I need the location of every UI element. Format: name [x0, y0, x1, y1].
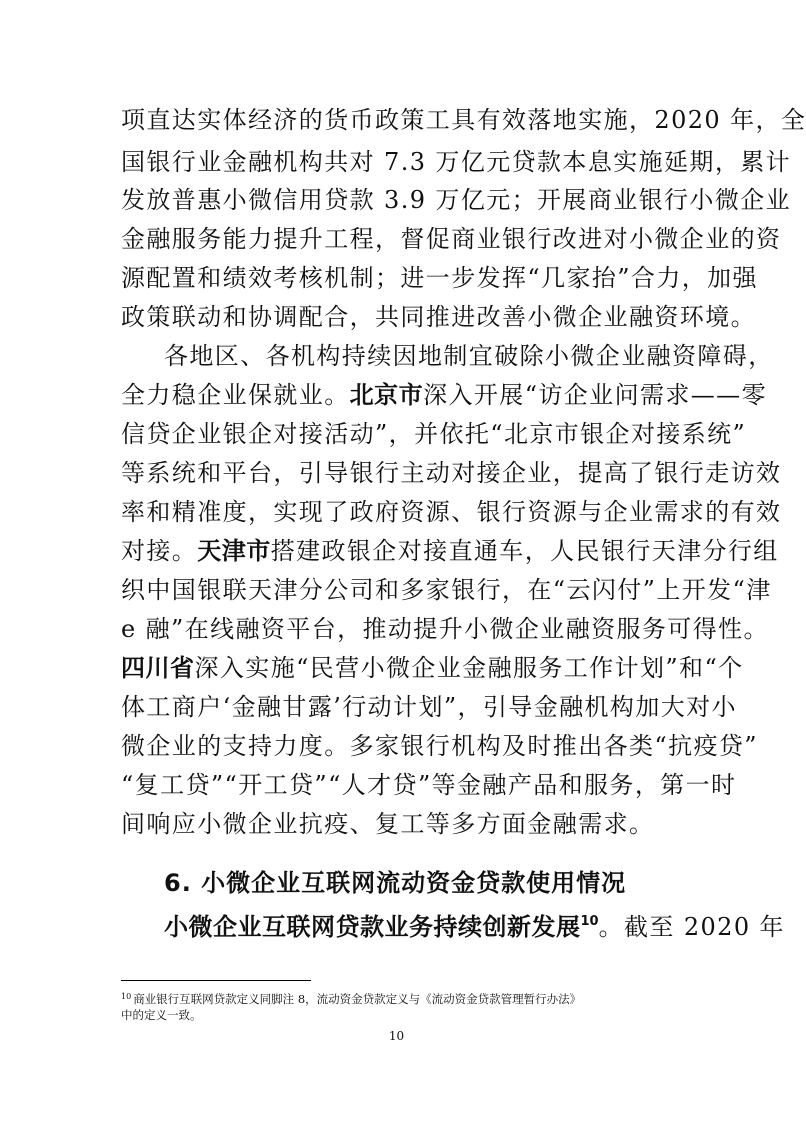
body-text-line: 政策联动和协调配合，共同推进改善小微企业融资环境。 [121, 303, 756, 331]
footnote-separator [121, 980, 311, 981]
lead-rest-text: 。截至 2020 年 [598, 913, 785, 941]
body-text-line: “复工贷”“开工贷”“人才贷”等金融产品和服务，第一时 [121, 771, 737, 799]
region-sichuan: 四川省 [121, 654, 195, 682]
body-text-line: 国银行业金融机构共对 7.3 万亿元贷款本息实施延期，累计 [121, 148, 792, 176]
text-run: 深入开展“访企业问需求——零 [423, 381, 767, 409]
region-beijing: 北京市 [349, 381, 424, 409]
footnote-line: 中的定义一致。 [121, 1008, 202, 1022]
page-number: 10 [388, 1029, 405, 1043]
body-text-line [121, 375, 767, 415]
footnote-marker: 10 [121, 992, 132, 1001]
text-run: 对接。 [121, 537, 198, 565]
footnote-reference: 10 [580, 914, 599, 929]
body-text-line: 体工商户‘金融甘露’行动计划”，引导金融机构加大对小 [121, 693, 737, 721]
body-text-line: 间响应小微企业抗疫、复工等多方面金融需求。 [121, 810, 655, 838]
body-text-line: 信贷企业银企对接活动”，并依托“北京市银企对接系统” [121, 420, 747, 448]
section-lead-line [164, 902, 785, 942]
text-run: 全力稳企业保就业。 [121, 381, 350, 409]
region-tianjin: 天津市 [197, 537, 271, 565]
body-text-line: 率和精准度，实现了政府资源、银行资源与企业需求的有效 [121, 498, 782, 526]
body-text-line: 各地区、各机构持续因地制宜破除小微企业融资障碍， [164, 342, 774, 370]
footnote-line [121, 988, 681, 1008]
lead-bold-text: 小微企业互联网贷款业务持续创新发展 [164, 913, 581, 941]
body-text-line: 项直达实体经济的货币政策工具有效落地实施，2020 年，全 [121, 106, 806, 134]
section-heading: 6. 小微企业互联网流动资金贷款使用情况 [164, 869, 627, 897]
body-text-line: 微企业的支持力度。多家银行机构及时推出各类“抗疫贷” [121, 732, 758, 760]
body-text-line [121, 531, 779, 571]
body-text-line: 源配置和绩效考核机制；进一步发挥“几家抬”合力，加强 [121, 264, 758, 292]
text-run: 搭建政银企对接直通车，人民银行天津分行组 [270, 537, 779, 565]
body-text-line [121, 648, 744, 688]
footnote-text: 商业银行互联网贷款定义同脚注 8，流动资金贷款定义与《流动资金贷款管理暂行办法》 [133, 992, 582, 1006]
body-text-line: 织中国银联天津分公司和多家银行，在“云闪付”上开发“津 [121, 576, 772, 604]
text-run: 深入实施“民营小微企业金融服务工作计划”和“个 [194, 654, 744, 682]
body-text-line: 发放普惠小微信用贷款 3.9 万亿元；开展商业银行小微企业 [121, 186, 792, 214]
body-text-line: 等系统和平台，引导银行主动对接企业，提高了银行走访效 [121, 459, 782, 487]
body-text-line: 金融服务能力提升工程，督促商业银行改进对小微企业的资 [121, 225, 782, 253]
body-text-line: e 融”在线融资平台，推动提升小微企业融资服务可得性。 [121, 615, 769, 643]
